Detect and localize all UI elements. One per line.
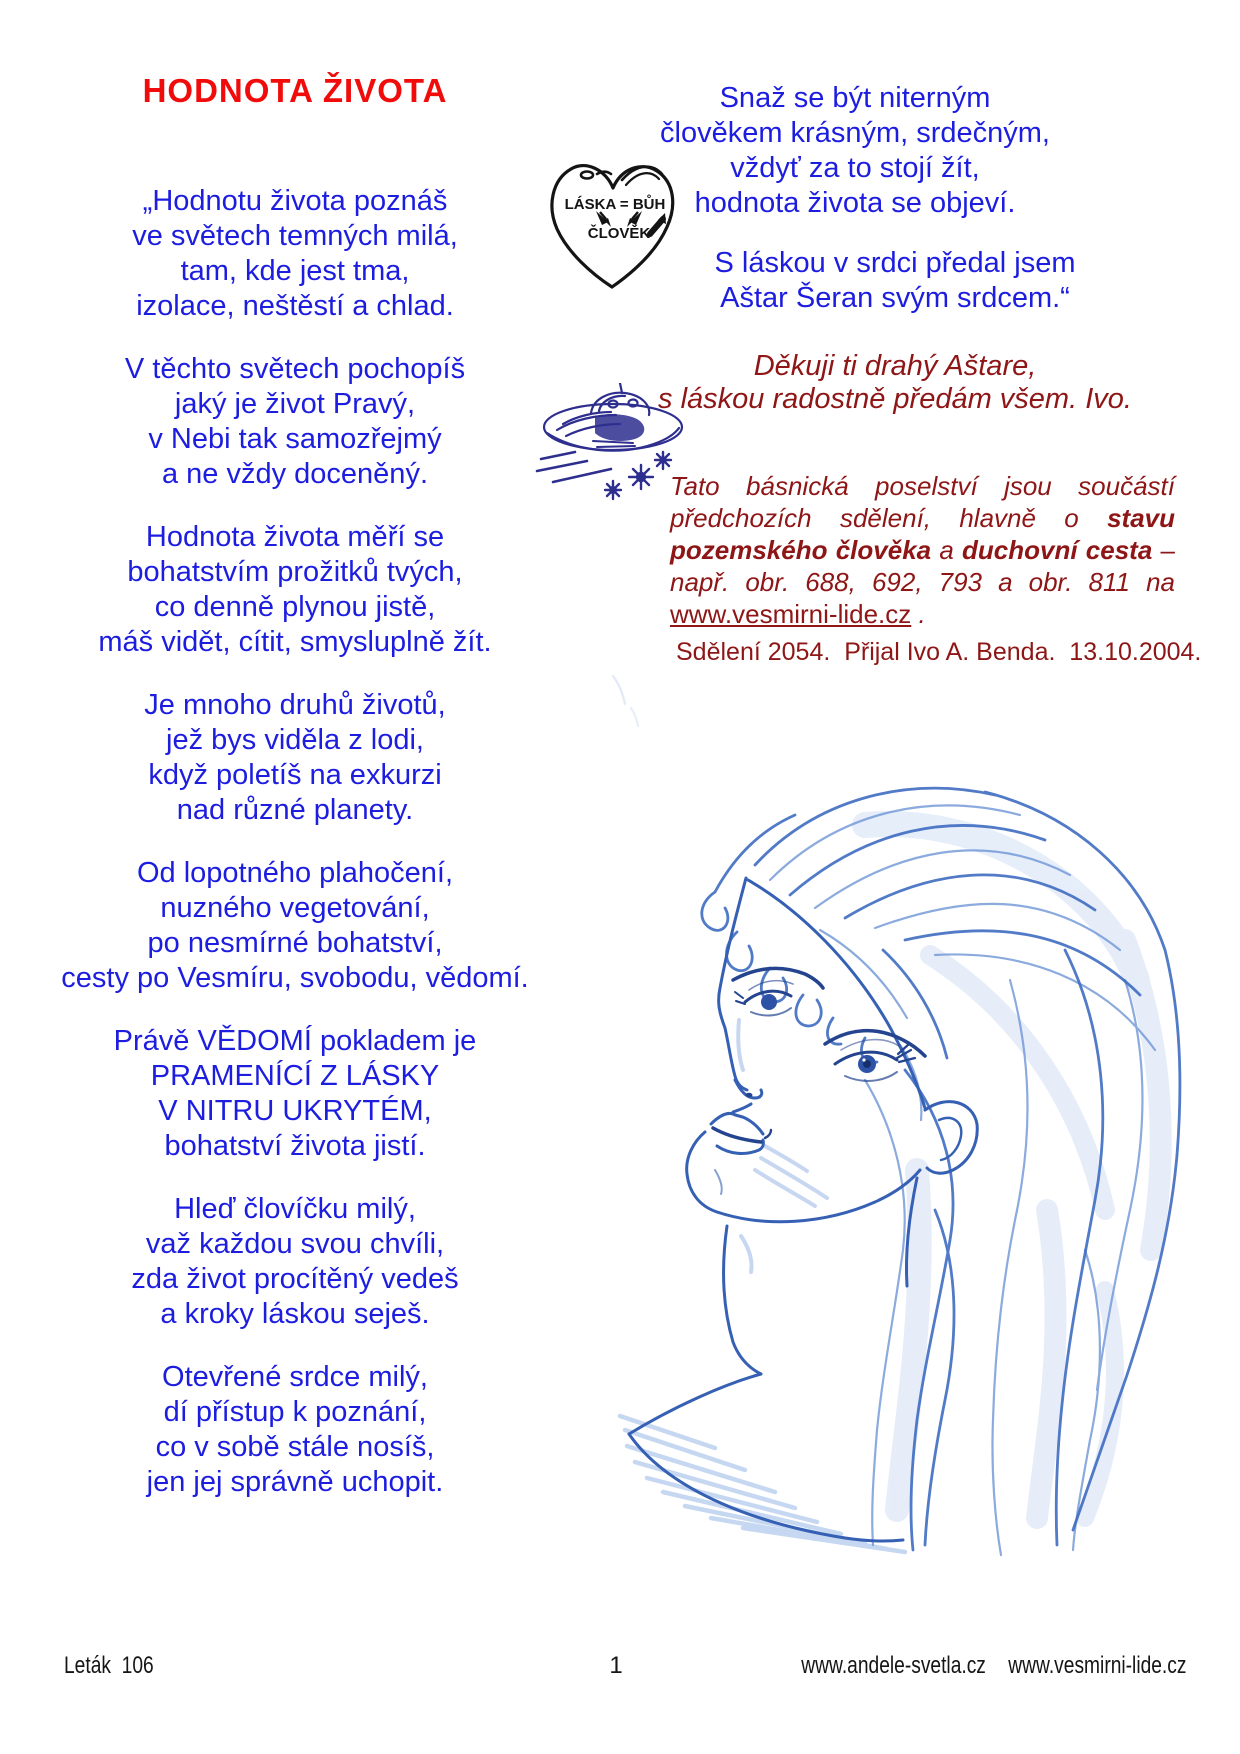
ufo-icon: [535, 383, 690, 501]
dedication: [640, 350, 1150, 416]
heart-label-top: LÁSKA = BŮH: [564, 196, 666, 213]
heart-label-bottom: ČLOVĚK: [587, 225, 651, 242]
poem-line: S láskou v srdci předal jsem: [714, 247, 1076, 279]
poem-line: bohatstvím prožitků tvých,: [127, 556, 463, 588]
poem-line: V NITRU UKRYTÉM,: [158, 1095, 432, 1127]
footer-url-2: www.vesmirni-lide.cz: [1007, 1652, 1186, 1679]
poem-line: když poletíš na exkurzi: [148, 759, 442, 791]
poem-line: „Hodnotu života poznáš: [142, 185, 448, 217]
note-line: pozemského člověka a duchovní cesta –: [670, 535, 1175, 565]
page-number: 1: [609, 1652, 623, 1679]
poem-line: co v sobě stále nosíš,: [155, 1431, 435, 1463]
poem-line: máš vidět, cítit, smysluplně žít.: [98, 626, 492, 658]
footer-urls: [778, 1652, 1186, 1680]
poem-line: važ každou svou chvíli,: [145, 1228, 445, 1260]
stanza: [55, 856, 535, 996]
poem-line: jež bys viděla z lodi,: [166, 724, 424, 756]
poem-line: nuzného vegetování,: [160, 892, 430, 924]
poem-line: cesty po Vesmíru, svobodu, vědomí.: [61, 962, 529, 994]
note-paragraph: [670, 470, 1175, 630]
poem-line: jaký je život Pravý,: [174, 388, 416, 420]
poem-line: Snaž se být niterným: [719, 82, 991, 114]
poem-line: a kroky láskou seješ.: [160, 1298, 430, 1330]
poem-line: jen jej správně uchopit.: [146, 1466, 444, 1498]
stanza: [55, 352, 535, 492]
stars-icon: [605, 452, 671, 499]
heart-logo: [544, 150, 684, 292]
stanza: [55, 1192, 535, 1332]
stanza: [55, 688, 535, 828]
woman-sketch: [565, 650, 1185, 1570]
poem-line: Hleď človíčku milý,: [174, 1193, 416, 1225]
poem-line: V těchto světech pochopíš: [124, 353, 466, 385]
note-line: www.vesmirni-lide.cz .: [670, 599, 926, 629]
poem-line: hodnota života se objeví.: [694, 187, 1016, 219]
poem-line: vždyť za to stojí žít,: [730, 152, 980, 184]
poem-line: nad různé planety.: [176, 794, 414, 826]
poem-line: zda život procítěný vedeš: [131, 1263, 459, 1295]
poem-line: po nesmírné bohatství,: [147, 927, 443, 959]
poem-column-left: [55, 184, 535, 1528]
poem-line: dí přístup k poznání,: [163, 1396, 427, 1428]
poem-line: izolace, neštěstí a chlad.: [136, 290, 454, 322]
page-title: HODNOTA ŽIVOTA: [142, 72, 448, 109]
poem-line: Právě VĚDOMÍ pokladem je: [113, 1025, 477, 1057]
poem-line: co denně plynou jistě,: [154, 591, 436, 623]
poem-line: bohatství života jistí.: [164, 1130, 426, 1162]
poem-line: Děkuji ti drahý Aštare,: [753, 350, 1037, 382]
poem-line: v Nebi tak samozřejmý: [148, 423, 442, 455]
poem-line: tam, kde jest tma,: [180, 255, 410, 287]
message-info: Sdělení 2054. Přijal Ivo A. Benda. 13.10.2004.: [676, 638, 1202, 666]
stanza: [55, 1360, 535, 1500]
poem-line: Otevřené srdce milý,: [162, 1361, 428, 1393]
poem-line: Je mnoho druhů životů,: [144, 689, 446, 721]
poem-line: Aštar Šeran svým srdcem.“: [720, 282, 1070, 314]
note-line: např. obr. 688, 692, 793 a obr. 811 na: [670, 567, 1175, 597]
stanza: [55, 184, 535, 324]
poem-line: s láskou radostně předám všem. Ivo.: [658, 383, 1132, 415]
footer-leaflet-number: Leták 106: [64, 1652, 154, 1679]
poem-line: ve světech temných milá,: [132, 220, 458, 252]
poem-column-right-closing: [640, 246, 1150, 316]
footer-url-1: www.andele-svetla.cz: [800, 1652, 986, 1679]
stanza: [55, 1024, 535, 1164]
poem-line: člověkem krásným, srdečným,: [660, 117, 1050, 149]
poem-line: a ne vždy doceněný.: [161, 458, 428, 490]
note-line: Tato básnická poselství jsou součástí: [670, 471, 1175, 501]
note-line: předchozích sdělení, hlavně o stavu: [670, 503, 1175, 533]
stanza: [55, 520, 535, 660]
poem-line: Hodnota života měří se: [145, 521, 445, 553]
poem-line: Od lopotného plahočení,: [136, 857, 454, 889]
poem-line: PRAMENÍCÍ Z LÁSKY: [150, 1060, 440, 1092]
